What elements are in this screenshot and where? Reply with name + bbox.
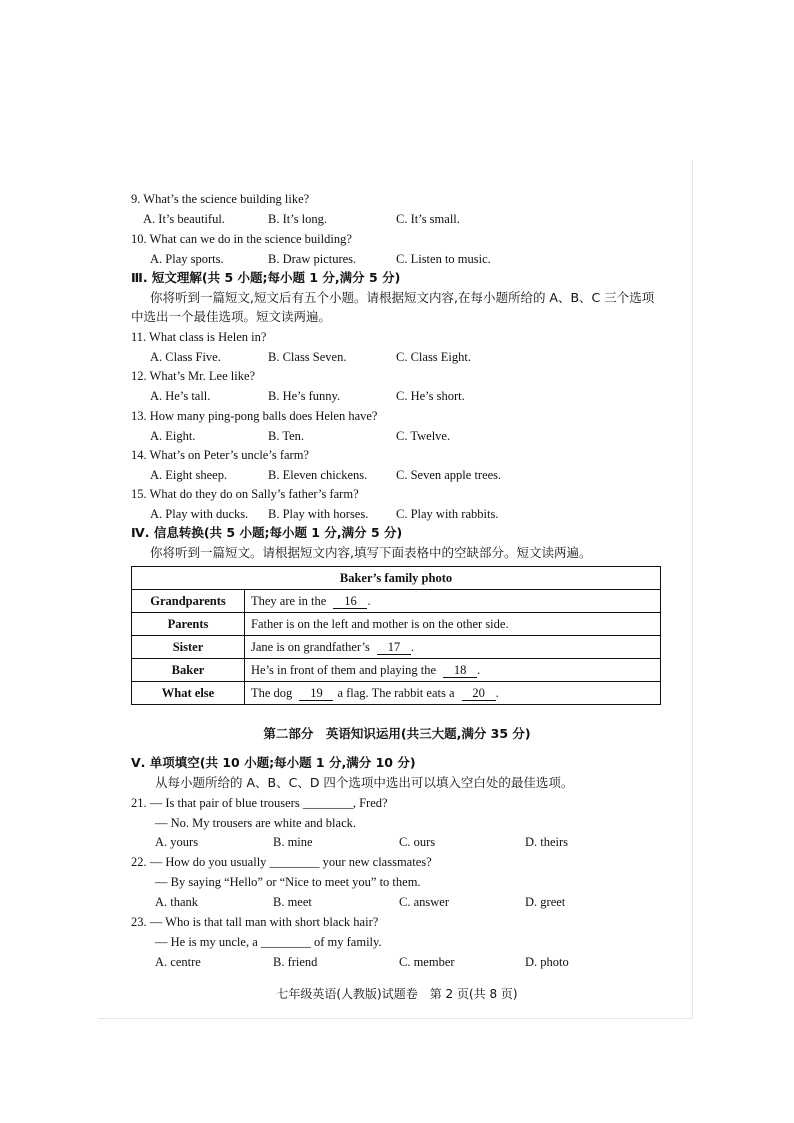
part-heading: 第二部分 英语知识运用(共三大题,满分 35 分)	[263, 726, 531, 741]
table-row	[132, 636, 661, 659]
option-a: A. yours	[155, 835, 199, 849]
info-table	[131, 566, 661, 705]
option-a: A. centre	[155, 955, 201, 969]
option-c: C. ours	[399, 835, 436, 849]
cell-text: He’s in front of them and playing the	[251, 662, 437, 677]
option-c: C. Class Eight.	[396, 350, 472, 364]
answer-blank: 16	[333, 594, 367, 609]
row-label: Sister	[132, 636, 245, 659]
row-content	[245, 590, 661, 613]
section-instructions: 你将听到一篇短文。请根据短文内容,填写下面表格中的空缺部分。短文读两遍。	[150, 545, 592, 560]
option-a: A. thank	[155, 895, 199, 909]
answer-blank: 18	[443, 663, 477, 678]
question-stem: 14. What’s on Peter’s uncle’s farm?	[131, 448, 309, 462]
option-b: B. Play with horses.	[268, 507, 369, 521]
cell-text: a flag. The rabbit eats a	[337, 685, 455, 700]
question-stem: 15. What do they do on Sally’s father’s farm?	[131, 487, 359, 501]
option-d: D. greet	[525, 895, 566, 909]
option-b: B. Eleven chickens.	[268, 468, 368, 482]
option-a: A. He’s tall.	[150, 389, 211, 403]
option-d: D. theirs	[525, 835, 569, 849]
option-b: B. friend	[273, 955, 318, 969]
option-b: B. Draw pictures.	[268, 252, 357, 266]
row-content	[245, 636, 661, 659]
option-b: B. Ten.	[268, 429, 305, 443]
cell-text: .	[367, 593, 371, 608]
section-heading: Ⅳ. 信息转换(共 5 小题;每小题 1 分,满分 5 分)	[131, 525, 403, 540]
question-reply: — He is my uncle, a ________ of my family.	[155, 935, 382, 949]
question-stem: 12. What’s Mr. Lee like?	[131, 369, 256, 383]
option-a: A. Class Five.	[150, 350, 221, 364]
row-label: Parents	[132, 613, 245, 636]
question-stem: 13. How many ping-pong balls does Helen have?	[131, 409, 378, 423]
table-row	[132, 567, 661, 590]
option-a: A. Eight.	[150, 429, 196, 443]
question-stem: 11. What class is Helen in?	[131, 330, 267, 344]
answer-blank: 19	[299, 686, 333, 701]
option-c: C. Listen to music.	[396, 252, 491, 266]
table-title: Baker’s family photo	[132, 567, 661, 590]
option-a: A. Play sports.	[150, 252, 224, 266]
table-row	[132, 613, 661, 636]
option-b: B. meet	[273, 895, 312, 909]
option-a: A. Eight sheep.	[150, 468, 228, 482]
section-instructions: 你将听到一篇短文,短文后有五个小题。请根据短文内容,在每小题所给的 A、B、C 三个选项	[150, 290, 655, 305]
option-a: A. It’s beautiful.	[143, 212, 225, 226]
row-content	[245, 659, 661, 682]
cell-text: They are in the	[251, 593, 327, 608]
table-row	[132, 590, 661, 613]
table-row	[132, 659, 661, 682]
section-instructions: 从每小题所给的 A、B、C、D 四个选项中选出可以填入空白处的最佳选项。	[155, 775, 574, 790]
answer-blank: 20	[462, 686, 496, 701]
option-b: B. Class Seven.	[268, 350, 347, 364]
option-b: B. mine	[273, 835, 313, 849]
question-stem: 10. What can we do in the science building?	[131, 232, 352, 246]
section-instructions: 中选出一个最佳选项。短文读两遍。	[131, 309, 332, 324]
option-c: C. Seven apple trees.	[396, 468, 502, 482]
page-footer: 七年级英语(人教版)试题卷 第 2 页(共 8 页)	[276, 987, 518, 1001]
option-c: C. He’s short.	[396, 389, 465, 403]
cell-text: .	[477, 662, 481, 677]
option-a: A. Play with ducks.	[150, 507, 249, 521]
table-row	[132, 682, 661, 705]
row-content	[245, 682, 661, 705]
question-stem: 23. — Who is that tall man with short black hair?	[131, 915, 379, 929]
option-b: B. He’s funny.	[268, 389, 341, 403]
row-label: Grandparents	[132, 590, 245, 613]
row-label: Baker	[132, 659, 245, 682]
question-stem: 22. — How do you usually ________ your new classmates?	[131, 855, 432, 869]
row-content: Father is on the left and mother is on the other side.	[245, 613, 661, 636]
cell-text: .	[495, 685, 499, 700]
option-c: C. It’s small.	[396, 212, 460, 226]
question-stem: 21. — Is that pair of blue trousers ________, Fred?	[131, 796, 388, 810]
row-label: What else	[132, 682, 245, 705]
question-stem: 9. What’s the science building like?	[131, 192, 310, 206]
answer-blank: 17	[377, 640, 411, 655]
section-heading: Ⅲ. 短文理解(共 5 小题;每小题 1 分,满分 5 分)	[131, 270, 401, 285]
question-reply: — By saying “Hello” or “Nice to meet you” to them.	[155, 875, 421, 889]
option-c: C. member	[399, 955, 455, 969]
option-c: C. Twelve.	[396, 429, 451, 443]
option-c: C. answer	[399, 895, 449, 909]
option-c: C. Play with rabbits.	[396, 507, 499, 521]
cell-text: Jane is on grandfather’s	[251, 639, 370, 654]
option-b: B. It’s long.	[268, 212, 328, 226]
section-heading: Ⅴ. 单项填空(共 10 小题;每小题 1 分,满分 10 分)	[131, 755, 416, 770]
question-reply: — No. My trousers are white and black.	[155, 816, 356, 830]
cell-text: .	[410, 639, 415, 654]
cell-text: The dog	[251, 685, 293, 700]
option-d: D. photo	[525, 955, 569, 969]
